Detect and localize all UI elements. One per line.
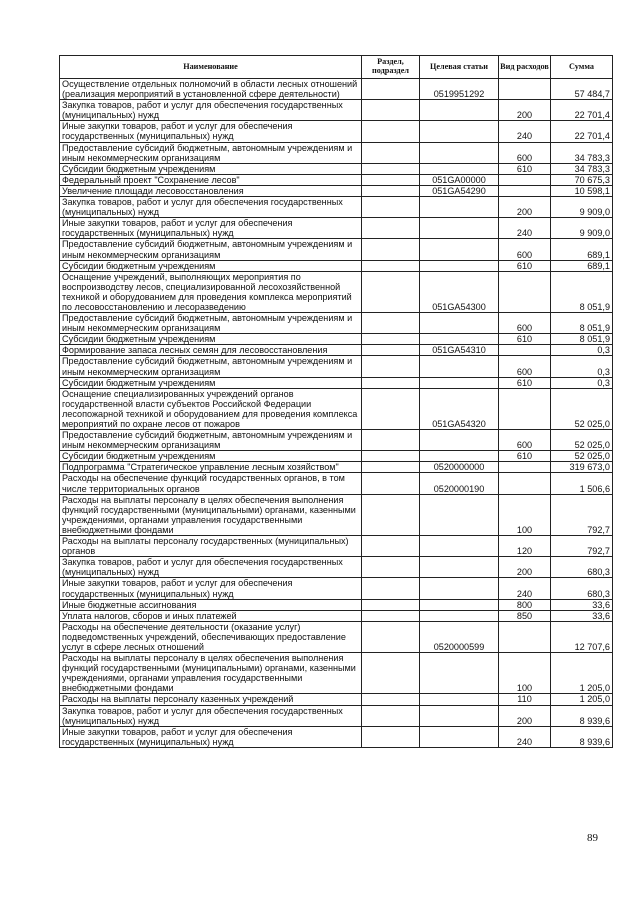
cell-target — [420, 694, 499, 705]
cell-section — [362, 557, 420, 578]
cell-name: Субсидии бюджетным учреждениям — [60, 260, 362, 271]
table-row — [60, 100, 613, 121]
cell-amount: 680,3 — [551, 557, 613, 578]
cell-section — [362, 578, 420, 599]
cell-name: Предоставление субсидий бюджетным, автономным учреждениям и иным некоммерческим организациям — [60, 356, 362, 377]
cell-name: Субсидии бюджетным учреждениям — [60, 377, 362, 388]
cell-target — [420, 705, 499, 726]
cell-kind: 600 — [499, 239, 551, 260]
table-row — [60, 430, 613, 451]
cell-target: 051GA54300 — [420, 271, 499, 312]
cell-kind — [499, 345, 551, 356]
cell-target — [420, 197, 499, 218]
cell-kind — [499, 473, 551, 494]
cell-kind — [499, 271, 551, 312]
cell-target: 0520000190 — [420, 473, 499, 494]
cell-target: 051GA54320 — [420, 388, 499, 429]
cell-section — [362, 494, 420, 535]
cell-name: Предоставление субсидий бюджетным, автономным учреждениям и иным некоммерческим организациям — [60, 430, 362, 451]
budget-table — [59, 55, 613, 748]
cell-target — [420, 653, 499, 694]
cell-kind: 600 — [499, 142, 551, 163]
cell-section — [362, 599, 420, 610]
cell-amount: 52 025,0 — [551, 388, 613, 429]
cell-amount: 22 701,4 — [551, 100, 613, 121]
table-row — [60, 578, 613, 599]
cell-section — [362, 239, 420, 260]
cell-name: Закупка товаров, работ и услуг для обеспечения государственных (муниципальных) нужд — [60, 705, 362, 726]
cell-amount: 34 783,3 — [551, 163, 613, 174]
cell-amount: 8 051,9 — [551, 334, 613, 345]
cell-name: Федеральный проект "Сохранение лесов" — [60, 174, 362, 185]
cell-kind: 200 — [499, 557, 551, 578]
table-row — [60, 653, 613, 694]
table-body — [60, 79, 613, 748]
table-row — [60, 239, 613, 260]
cell-target — [420, 377, 499, 388]
cell-target — [420, 313, 499, 334]
cell-amount: 12 707,6 — [551, 621, 613, 652]
cell-amount: 10 598,1 — [551, 185, 613, 196]
cell-section — [362, 271, 420, 312]
cell-amount: 792,7 — [551, 536, 613, 557]
table-row — [60, 334, 613, 345]
cell-name: Оснащение специализированных учреждений органов государственной власти субъектов Российской Федерации лесопожарной техникой и оборудованием для проведения комплекса мероприятий по охране лесов от пожаров — [60, 388, 362, 429]
cell-target — [420, 599, 499, 610]
table-row — [60, 121, 613, 142]
cell-name: Подпрограмма "Стратегическое управление лесным хозяйством" — [60, 462, 362, 473]
header-kind: Вид расходов — [499, 56, 551, 79]
cell-kind: 200 — [499, 705, 551, 726]
table-row — [60, 462, 613, 473]
cell-kind: 120 — [499, 536, 551, 557]
cell-kind: 100 — [499, 494, 551, 535]
cell-kind: 240 — [499, 578, 551, 599]
cell-amount: 70 675,3 — [551, 174, 613, 185]
cell-target: 0520000599 — [420, 621, 499, 652]
cell-amount: 680,3 — [551, 578, 613, 599]
cell-kind: 800 — [499, 599, 551, 610]
cell-section — [362, 388, 420, 429]
table-row — [60, 694, 613, 705]
cell-kind: 610 — [499, 260, 551, 271]
cell-name: Предоставление субсидий бюджетным, автономным учреждениям и иным некоммерческим организациям — [60, 142, 362, 163]
cell-name: Расходы на выплаты персоналу казенных учреждений — [60, 694, 362, 705]
cell-target — [420, 356, 499, 377]
table-row — [60, 388, 613, 429]
cell-amount: 33,6 — [551, 610, 613, 621]
cell-section — [362, 163, 420, 174]
cell-section — [362, 334, 420, 345]
cell-amount: 57 484,7 — [551, 79, 613, 100]
header-amount: Сумма — [551, 56, 613, 79]
cell-name: Расходы на обеспечение функций государственных органов, в том числе территориальных органов — [60, 473, 362, 494]
cell-name: Уплата налогов, сборов и иных платежей — [60, 610, 362, 621]
cell-section — [362, 694, 420, 705]
cell-amount: 689,1 — [551, 239, 613, 260]
cell-kind — [499, 174, 551, 185]
cell-target — [420, 142, 499, 163]
cell-kind — [499, 462, 551, 473]
cell-name: Расходы на выплаты персоналу в целях обеспечения выполнения функций государственными (муниципальными) органами, казенными учреждениями, органами управления государственными внебюджетными фондами — [60, 653, 362, 694]
cell-kind: 110 — [499, 694, 551, 705]
cell-name: Расходы на выплаты персоналу государственных (муниципальных) органов — [60, 536, 362, 557]
cell-target: 051GA54310 — [420, 345, 499, 356]
table-row — [60, 185, 613, 196]
cell-section — [362, 313, 420, 334]
cell-section — [362, 430, 420, 451]
cell-name: Иные закупки товаров, работ и услуг для обеспечения государственных (муниципальных) нужд — [60, 218, 362, 239]
cell-kind: 610 — [499, 451, 551, 462]
cell-amount: 1 205,0 — [551, 653, 613, 694]
cell-target — [420, 494, 499, 535]
cell-name: Предоставление субсидий бюджетным, автономным учреждениям и иным некоммерческим организациям — [60, 239, 362, 260]
table-row — [60, 451, 613, 462]
cell-name: Иные закупки товаров, работ и услуг для обеспечения государственных (муниципальных) нужд — [60, 121, 362, 142]
cell-kind: 200 — [499, 100, 551, 121]
cell-target — [420, 610, 499, 621]
cell-section — [362, 705, 420, 726]
table-row — [60, 174, 613, 185]
cell-section — [362, 142, 420, 163]
cell-target — [420, 451, 499, 462]
cell-amount: 689,1 — [551, 260, 613, 271]
table-row — [60, 218, 613, 239]
cell-section — [362, 100, 420, 121]
cell-section — [362, 260, 420, 271]
table-row — [60, 557, 613, 578]
cell-kind: 610 — [499, 163, 551, 174]
cell-kind: 600 — [499, 313, 551, 334]
cell-section — [362, 726, 420, 747]
cell-kind: 600 — [499, 356, 551, 377]
cell-kind: 100 — [499, 653, 551, 694]
cell-amount: 8 939,6 — [551, 726, 613, 747]
table-row — [60, 79, 613, 100]
cell-target — [420, 430, 499, 451]
cell-section — [362, 462, 420, 473]
table-row — [60, 197, 613, 218]
table-row — [60, 163, 613, 174]
cell-target — [420, 218, 499, 239]
table-header — [60, 56, 613, 79]
cell-kind — [499, 388, 551, 429]
table-row — [60, 599, 613, 610]
cell-kind — [499, 79, 551, 100]
cell-target: 0520000000 — [420, 462, 499, 473]
cell-amount: 1 506,6 — [551, 473, 613, 494]
header-row — [60, 56, 613, 79]
table-row — [60, 621, 613, 652]
cell-name: Расходы на обеспечение деятельности (оказание услуг) подведомственных учреждений, обеспечивающих предоставление услуг в сфере лесных отношений — [60, 621, 362, 652]
cell-target — [420, 334, 499, 345]
table-row — [60, 705, 613, 726]
cell-name: Субсидии бюджетным учреждениям — [60, 451, 362, 462]
cell-kind — [499, 621, 551, 652]
cell-name: Закупка товаров, работ и услуг для обеспечения государственных (муниципальных) нужд — [60, 100, 362, 121]
table-row — [60, 536, 613, 557]
cell-kind: 610 — [499, 377, 551, 388]
cell-amount: 9 909,0 — [551, 218, 613, 239]
cell-name: Предоставление субсидий бюджетным, автономным учреждениям и иным некоммерческим организациям — [60, 313, 362, 334]
cell-kind: 600 — [499, 430, 551, 451]
cell-amount: 0,3 — [551, 345, 613, 356]
cell-kind: 240 — [499, 218, 551, 239]
cell-section — [362, 345, 420, 356]
header-section: Раздел, подраздел — [362, 56, 420, 79]
cell-section — [362, 197, 420, 218]
cell-amount: 9 909,0 — [551, 197, 613, 218]
cell-amount: 8 939,6 — [551, 705, 613, 726]
table-row — [60, 142, 613, 163]
cell-kind: 240 — [499, 121, 551, 142]
cell-section — [362, 174, 420, 185]
table-row — [60, 726, 613, 747]
cell-amount: 0,3 — [551, 377, 613, 388]
cell-section — [362, 185, 420, 196]
cell-name: Субсидии бюджетным учреждениям — [60, 163, 362, 174]
cell-name: Иные закупки товаров, работ и услуг для обеспечения государственных (муниципальных) нужд — [60, 578, 362, 599]
cell-name: Иные бюджетные ассигнования — [60, 599, 362, 610]
table-row — [60, 313, 613, 334]
table-row — [60, 610, 613, 621]
header-target: Целевая статьи — [420, 56, 499, 79]
cell-amount: 52 025,0 — [551, 430, 613, 451]
cell-target — [420, 100, 499, 121]
cell-kind: 610 — [499, 334, 551, 345]
cell-amount: 22 701,4 — [551, 121, 613, 142]
cell-target — [420, 163, 499, 174]
cell-target: 0519951292 — [420, 79, 499, 100]
cell-kind: 200 — [499, 197, 551, 218]
table-row — [60, 271, 613, 312]
table-row — [60, 377, 613, 388]
cell-amount: 8 051,9 — [551, 313, 613, 334]
cell-section — [362, 356, 420, 377]
cell-name: Субсидии бюджетным учреждениям — [60, 334, 362, 345]
table-row — [60, 345, 613, 356]
cell-target — [420, 260, 499, 271]
header-name: Наименование — [60, 56, 362, 79]
table-row — [60, 356, 613, 377]
cell-target — [420, 557, 499, 578]
cell-name: Увеличение площади лесовосстановления — [60, 185, 362, 196]
cell-section — [362, 536, 420, 557]
table-row — [60, 494, 613, 535]
cell-section — [362, 473, 420, 494]
cell-name: Осуществление отдельных полномочий в области лесных отношений (реализация мероприятий в установленной сфере деятельности) — [60, 79, 362, 100]
cell-kind: 850 — [499, 610, 551, 621]
cell-amount: 1 205,0 — [551, 694, 613, 705]
cell-section — [362, 610, 420, 621]
cell-target — [420, 726, 499, 747]
cell-section — [362, 377, 420, 388]
cell-section — [362, 218, 420, 239]
cell-name: Оснащение учреждений, выполняющих мероприятия по воспроизводству лесов, специализированной лесохозяйственной техникой и оборудованием для проведения комплекса мероприятий по лесовосстановлению и лесоразведению — [60, 271, 362, 312]
cell-amount: 0,3 — [551, 356, 613, 377]
table-row — [60, 260, 613, 271]
cell-section — [362, 79, 420, 100]
cell-amount: 33,6 — [551, 599, 613, 610]
cell-kind — [499, 185, 551, 196]
cell-target — [420, 536, 499, 557]
cell-section — [362, 451, 420, 462]
cell-section — [362, 121, 420, 142]
cell-amount: 792,7 — [551, 494, 613, 535]
cell-target — [420, 239, 499, 260]
cell-name: Иные закупки товаров, работ и услуг для обеспечения государственных (муниципальных) нужд — [60, 726, 362, 747]
cell-section — [362, 653, 420, 694]
cell-amount: 319 673,0 — [551, 462, 613, 473]
cell-target: 051GA54290 — [420, 185, 499, 196]
cell-target — [420, 578, 499, 599]
cell-section — [362, 621, 420, 652]
cell-name: Формирование запаса лесных семян для лесовосстановления — [60, 345, 362, 356]
cell-target: 051GA00000 — [420, 174, 499, 185]
table-row — [60, 473, 613, 494]
cell-name: Закупка товаров, работ и услуг для обеспечения государственных (муниципальных) нужд — [60, 557, 362, 578]
cell-name: Расходы на выплаты персоналу в целях обеспечения выполнения функций государственными (муниципальными) органами, казенными учреждениями, органами управления государственными внебюджетными фондами — [60, 494, 362, 535]
cell-kind: 240 — [499, 726, 551, 747]
cell-target — [420, 121, 499, 142]
page-number: 89 — [587, 832, 598, 844]
cell-name: Закупка товаров, работ и услуг для обеспечения государственных (муниципальных) нужд — [60, 197, 362, 218]
cell-amount: 34 783,3 — [551, 142, 613, 163]
cell-amount: 8 051,9 — [551, 271, 613, 312]
cell-amount: 52 025,0 — [551, 451, 613, 462]
